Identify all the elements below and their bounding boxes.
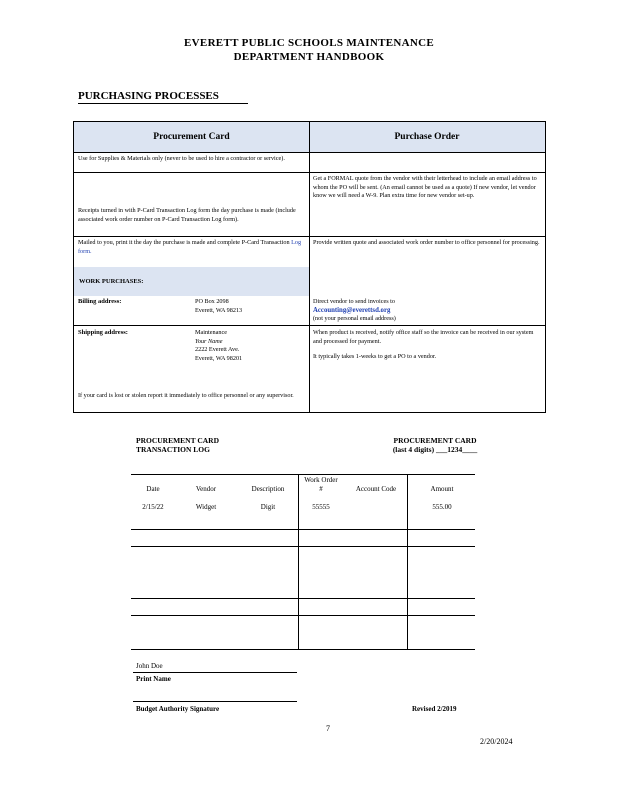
page-number: 7 [326, 724, 330, 733]
shipping-instructions [309, 327, 545, 364]
pcard-statement-text [74, 237, 309, 258]
section-title: PURCHASING PROCESSES [78, 90, 248, 104]
shipping-line-1: Maintenance [195, 329, 227, 336]
log-heading-right-title: PROCUREMENT CARD [393, 436, 477, 445]
email-part-1: Accounting@ever [313, 306, 365, 314]
col-vendor: Vendor [195, 485, 217, 493]
po-provide-text: Provide written quote and associated work order number to office personnel for processing. [313, 239, 540, 246]
shipping-notify-text: When product is received, notify office staff so the invoice can be received in our system and processed for payment. [313, 329, 534, 345]
email-part-2: ettsd.org [364, 306, 391, 314]
doc-title-line1: EVERETT PUBLIC SCHOOLS MAINTENANCE [184, 37, 434, 49]
log-heading-right [380, 436, 490, 454]
work-purchases-heading: WORK PURCHASES: [74, 267, 309, 296]
column-divider [309, 122, 310, 412]
signer-name: John Doe [136, 662, 163, 670]
log-heading-left-line1: PROCUREMENT CARD [136, 436, 219, 445]
print-name-label: Print Name [136, 675, 171, 683]
row1-date: 2/15/22 [142, 503, 164, 511]
purchase-order-header: Purchase Order [309, 122, 545, 153]
billing-line-1: PO Box 2098 [195, 298, 229, 305]
shipping-address [191, 327, 309, 365]
pcard-statement-main: Mailed to you, print it the day the purchase is made and complete P-Card Transaction [78, 239, 290, 246]
footer-date: 2/20/2024 [480, 737, 513, 746]
col-work-order: Work Order # [304, 476, 338, 493]
budget-authority-label: Budget Authority Signature [136, 705, 220, 713]
revised-date: Revised 2/2019 [412, 705, 457, 713]
purchasing-table [73, 121, 546, 413]
doc-title-line2: DEPARTMENT HANDBOOK [233, 51, 385, 63]
billing-note: (not your personal email address) [313, 315, 396, 322]
pcard-receipts-text: Receipts turned in with P-Card Transaction Log form the day purchase is made (include associated work order number on P-Card Transaction Log form). [78, 207, 296, 223]
shipping-label: Shipping address: [78, 329, 128, 336]
shipping-line-3: 2222 Everett Ave. [195, 346, 240, 353]
po-quote-text: Get a FORMAL quote from the vendor with their letterhead to include an email address to whom the PO will be sent. (An email cannot be used as a quote) If new vendor, let vendor know we will need a W-9. Plan extra time for new vendor set-up. [313, 175, 537, 199]
shipping-line-2: Your Name [195, 337, 223, 345]
log-heading-left-line2: TRANSACTION LOG [136, 445, 210, 454]
accounting-email-link[interactable] [313, 307, 541, 316]
col-account-code: Account Code [355, 485, 397, 493]
shipping-line-4: Everett, WA 98201 [195, 354, 243, 362]
lost-card-text: If your card is lost or stolen report it immediately to office personnel or any supervisor. [78, 392, 294, 399]
log-heading-left [136, 436, 219, 454]
po-timing-text: It typically takes 1-weeks to get a PO to a vendor. [313, 353, 437, 360]
row1-amount: 555.00 [432, 503, 452, 511]
row1-description: Digit [260, 503, 276, 511]
billing-instructions [309, 296, 545, 326]
col-date: Date [146, 485, 160, 493]
billing-label: Billing address: [78, 298, 122, 305]
row1-vendor: Widget [195, 503, 217, 511]
pcard-use-text: Use for Supplies & Materials only (never to be used to hire a contractor or service). [78, 155, 285, 162]
col-description: Description [251, 485, 285, 493]
col-amount: Amount [430, 485, 454, 493]
row1-work-order: 55555 [312, 503, 330, 511]
billing-line-2: Everett, WA 98213 [195, 306, 243, 314]
pcard-log-form-text: Log form. [78, 239, 302, 255]
procurement-card-header: Procurement Card [74, 122, 309, 153]
billing-address [191, 296, 309, 317]
card-last-digits: (last 4 digits) ___1234____ [392, 445, 478, 454]
billing-direct-text: Direct vendor to send invoices to [313, 298, 395, 305]
